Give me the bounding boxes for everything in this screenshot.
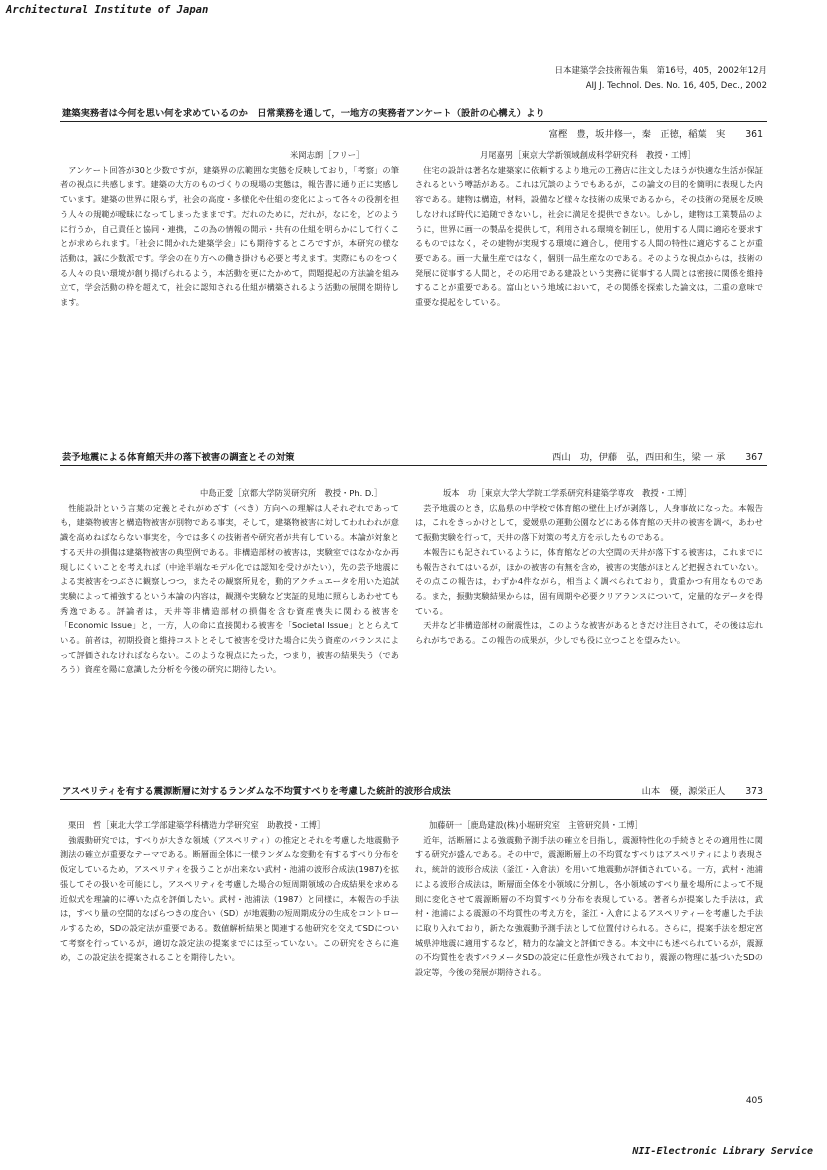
article-2-page: 367	[745, 452, 763, 463]
review-paragraph: 芸予地震のとき，広島県の中学校で体育館の壁仕上げが剥落し，人身事故になった。本報告は，これをきっかけとして，愛媛県の運動公園などにある体育館の天井の被害を調べ，あわせて振動実験を行って，天井の落下対策の考え方を示したものである。	[415, 502, 763, 543]
article-1-title: 建築実務者は今何を思い何を求めているのか 日常業務を通して，一地方の実務者アンケート（設計の心構え）より	[62, 108, 545, 119]
reviewer-byline: 中島正愛［京都大学防災研究所 教授・Ph. D.］	[200, 488, 383, 498]
article-3-review-left	[60, 818, 399, 965]
article-3-review-right	[415, 818, 763, 980]
library-footer: NII-Electronic Library Service	[632, 1146, 813, 1157]
review-paragraph: 住宅の設計は著名な建築家に依頼するより地元の工務店に注文したほうが快適な生活が保証されるという噂話がある。これは冗談のようでもあるが，この論文の目的を簡明に表現した内容である。建物は構造，材料，設備など様々な技術の成果であるから，その技術の発展を反映しなければ時代に追随できないし，社会に満足を提供できない。しかし，建物は工業製品のように，世界に画一の製品を提供して，利用される環境を制圧し，使用する人間に適応を要求するものではなく，その建物が実現する環境に適合し，使用する人間の特性に適応することが重要である。画一大量生産ではなく，個別一品生産なのである。そのような視点からは，技術の発展に従事する人間と，その応用である建設という実務に従事する人間とは密接に関係を維持することが重要である。富山という地域において，その関係を探索した論文は，二重の意味で重要な提起をしている。	[415, 164, 763, 308]
journal-citation	[555, 64, 768, 94]
reviewer-byline: 栗田 哲［東北大学工学部建築学科構造力学研究室 助教授・工博］	[68, 820, 326, 830]
publisher-header: Architectural Institute of Japan	[6, 4, 209, 16]
article-1-title-row	[60, 104, 767, 122]
reviewer-byline: 坂本 功［東京大学大学院工学系研究科建築学専攻 教授・工博］	[443, 488, 692, 498]
article-1-page: 361	[745, 129, 763, 140]
review-paragraph: 性能設計という言葉の定義とそれがめざす（べき）方向への理解は人それぞれであっても，建築物被害と構造物被害が別物である事実，そして，建築物被害に対してわれわれが意識を高めねばならない事実を，今では多くの技術者や研究者が共有している。本論が対象とする天井の損傷は建築物被害の典型例である。非構造部材の被害は，実験室ではなかなか再現しにくいことを考えれば（中途半端なモデル化では認知を受けがたい），先の芸予地震による実被害をつぶさに観察しつつ，またその観察所見を，動的アクチュエータを用いた追試実験によって補強するという本論の内容は，観測や実験など実証的見地に照らしあわせても秀逸である。評論者は，天井等非構造部材の損傷を含む資産喪失に関わる被害を「Economic Issue」と，一方，人の命に直接関わる被害を「Societal Issue」ととらえている。前者は，初期投資と維持コストとそして被害を受けた場合に失う資産のバランスによって評価されなければならない。このような視点にたった，つまり，被害の結果失う（であろう）資産を陽に意識した分析を今後の研究に期待したい。	[60, 502, 399, 675]
review-paragraph: 強震動研究では，すべりが大きな領域（アスペリティ）の推定とそれを考慮した地震動予測法の確立が重要なテーマである。断層面全体に一様ランダムな変動を有するすべり分布を仮定しているため，アスペリティを扱うことが出来ない武村・池浦の波形合成法(1987)を拡張してその扱いを可能にし，アスペリティを考慮した場合の短周期領域の合成結果を求める近似式を理論的に導いた点を評価したい。武村・池浦法（1987）と同様に，本報告の手法は，すべり量の空間的なばらつきの度合い（SD）が地震動の短周期成分の生成をコントロールするため，SDの設定法が重要である。数値解析結果と関連する他研究を交えてSDについて考察を行っているが，適切な設定法の提案までには至っていない。この研究をさらに進め，この設定法を提案されることを期待したい。	[60, 834, 399, 963]
article-1-review-right	[415, 148, 763, 310]
article-3-page: 373	[745, 786, 763, 797]
article-2-review-left	[60, 486, 399, 677]
journal-citation-ja: 日本建築学会技術報告集 第16号，405，2002年12月	[554, 66, 767, 76]
article-2-authors-row	[552, 449, 763, 463]
review-paragraph: 本報告にも記されているように，体育館などの大空間の天井が落下する被害は，これまでにも報告されてはいるが，ほかの被害の有無を含め，被害の実態がほとんど把握されていない。その点この報告は，わずか4件ながら，相当よく調べられており，貴重かつ有用なものである。また，振動実験結果からは，固有周期や必要クリアランスについて，定量的なデータを得ている。	[415, 546, 763, 616]
journal-citation-en: AIJ J. Technol. Des. No. 16, 405, Dec., 2002	[585, 81, 767, 91]
review-paragraph: 近年，活断層による強震動予測手法の確立を目指し，震源特性化の手続きとその適用性に関する研究が盛んである。その中で，震源断層上の不均質なすべりはアスペリティにより表現され，統計的波形合成法（釜江・入倉法）を用いて地震動が評価されている。一方，武村・池浦による波形合成法は，断層面全体を小領域に分割し，各小領域のすべり量を場所によって不規則に変化させて震源断層の不均質すべり分布を表現している。著者らが提案した手法は，武村・池浦による震源の不均質性の考え方を，釜江・入倉によるアスペリティーを考慮した手法に取り入れており，新たな強震動予測手法として位置付けられる。さらに，提案手法を想定宮城県沖地震に適用するなど，精力的な論文と評価できる。本文中にも述べられているが，震源の不均質性を表すパラメータSDの設定に任意性が残されており，震源の物理に基づいたSDの設定等，今後の発展が期待される。	[415, 834, 763, 978]
article-2-title: 芸予地震による体育館天井の落下被害の調査とその対策	[62, 452, 295, 463]
article-1-review-left	[60, 148, 399, 310]
article-3-title-row	[60, 782, 767, 800]
review-paragraph: アンケート回答が30と少数ですが，建築界の広範囲な実態を反映しており，「考察」の筆者の視点に共感します。建築の大方のものづくりの現場の実態は，報告書に通り正に実感しています。建築の世界に限らず，社会の高度・多様化や仕組の変化によって各々の役割を担う人々の規範が曖昧になってしまったままです。だれのために，だれが，なにを，どのように行うか，自己責任と協同・連携，この為の情報の開示・共有の仕組を明らかにして行くことが求められます。「社会に開かれた建築学会」にも期待するところですが，本研究の様な活動は，誠に少数派です。学会の在り方への働き掛けも必要と考えます。実際にものをつくる人々の良い環境が創り揚げられるよう，本活動を更にたかめて，問題提起の方法論を組み立て，学会活動の枠を超えて，社会に認知される仕組が構築されるよう活動の展開を期待します。	[60, 164, 399, 308]
reviewer-byline: 月尾嘉男［東京大学新領域創成科学研究科 教授・工博］	[480, 150, 696, 160]
article-3-authors: 山本 優，源栄正人	[641, 786, 726, 797]
page-number: 405	[745, 1096, 763, 1106]
article-3-title: アスペリティを有する震源断層に対するランダムな不均質すべりを考慮した統計的波形合成法	[62, 786, 451, 797]
article-2-title-row	[60, 448, 767, 466]
review-paragraph: 天井など非構造部材の耐震性は，このような被害があるときだけ注目されて，その後は忘れられがちである。この報告の成果が，少しでも役に立つことを望みたい。	[415, 620, 763, 646]
article-1-authors-row	[60, 126, 763, 140]
article-2-review-right	[415, 486, 763, 648]
article-3-authors-row	[642, 783, 763, 797]
article-1-authors: 富樫 豊，坂井修一，秦 正徳，稲葉 実	[548, 129, 726, 140]
article-2-authors: 西山 功，伊藤 弘，西田和生，梁 一 承	[552, 452, 726, 463]
reviewer-byline: 米岡志朗［フリー］	[290, 150, 365, 160]
reviewer-byline: 加藤研一［鹿島建設(株)小堀研究室 主管研究員・工博］	[429, 820, 643, 830]
